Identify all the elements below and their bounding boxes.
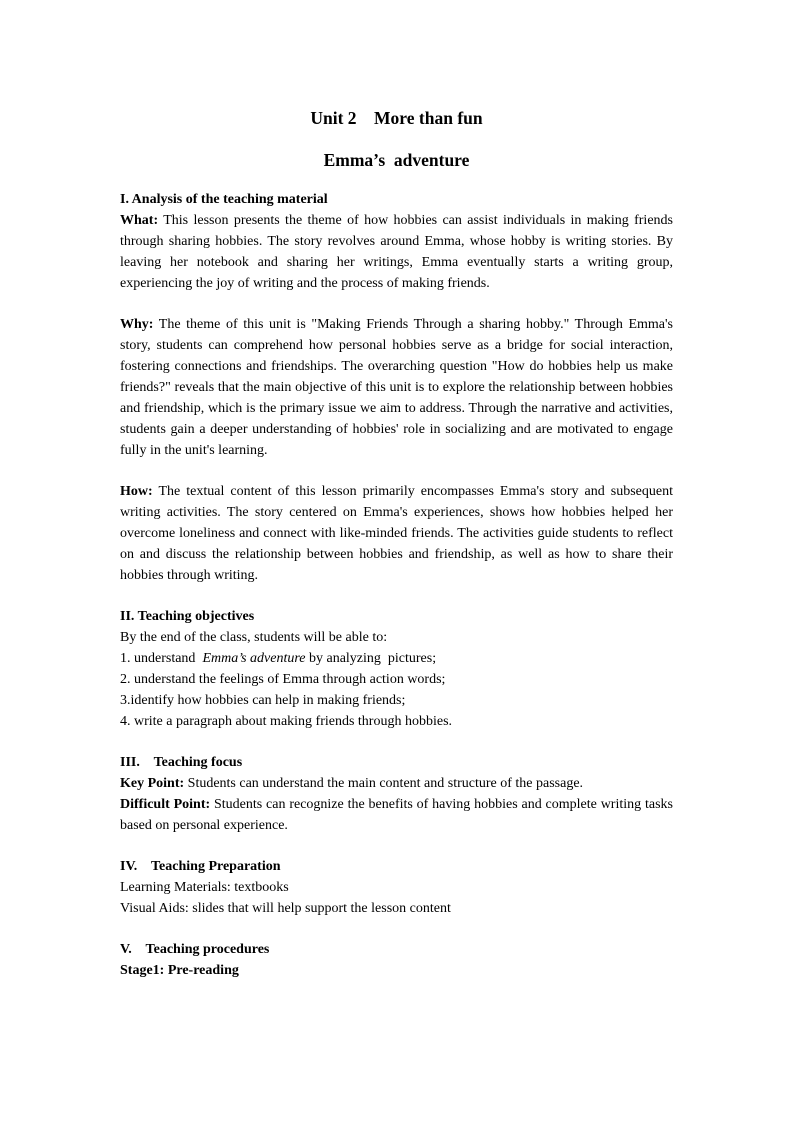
section-focus [120, 752, 673, 836]
difficult-point-label: Difficult Point: [120, 797, 211, 812]
what-label: What: [120, 213, 159, 228]
section-preparation [120, 856, 673, 919]
what-text: This lesson presents the theme of how hobbies can assist individuals in making friends through sharing hobbies. The story revolves around Emma, whose hobby is writing stories. By leaving her notebook and sharing her writings, Emma eventually starts a writing group, experiencing the joy of writing and the process of making friends. [120, 213, 673, 291]
why-text: The theme of this unit is "Making Friends Through a sharing hobby." Through Emma's story, students can comprehend how personal hobbies serve as a bridge for social interaction, fostering connections and friendships. The overarching question "How do hobbies help us make friends?" reveals that the main objective of this unit is to explore the relationship between hobbies and friendship, which is the primary issue we aim to address. Through the narrative and activities, students gain a deeper understanding of hobbies' role in socializing and are motivated to engage fully in the unit's learning. [120, 317, 673, 458]
section-preparation-heading: IV. Teaching Preparation [120, 859, 281, 874]
difficult-point-paragraph [120, 794, 673, 836]
key-point-label: Key Point: [120, 776, 185, 791]
stage-1-heading: Stage1: Pre-reading [120, 963, 239, 978]
lesson-title: Emma’s adventure [323, 150, 470, 170]
objective-item-1-suffix: by analyzing pictures; [305, 651, 437, 666]
how-label: How: [120, 484, 153, 499]
objective-item-1-italic: Emma’s adventure [202, 651, 306, 666]
difficult-point-text: Students can recognize the benefits of having hobbies and complete writing tasks based on personal experience. [120, 797, 673, 833]
section-focus-heading: III. Teaching focus [120, 755, 243, 770]
section-objectives-heading: II. Teaching objectives [120, 609, 255, 624]
section-procedures-heading: V. Teaching procedures [120, 942, 270, 957]
section-objectives [120, 606, 673, 732]
how-paragraph [120, 481, 673, 586]
key-point-paragraph [120, 773, 673, 794]
section-analysis-heading: I. Analysis of the teaching material [120, 192, 328, 207]
preparation-materials: Learning Materials: textbooks [120, 880, 289, 895]
how-text: The textual content of this lesson primarily encompasses Emma's story and subsequent writing activities. The story centered on Emma's experiences, shows how hobbies helped her overcome loneliness and connect with like-minded friends. The activities guide students to reflect on and discuss the relationship between hobbies and friendship, as well as how to share their hobbies through writing. [120, 484, 673, 583]
why-paragraph [120, 314, 673, 461]
preparation-aids: Visual Aids: slides that will help support the lesson content [120, 901, 451, 916]
document-page [120, 104, 673, 981]
key-point-text: Students can understand the main content and structure of the passage. [184, 776, 584, 791]
objective-item-3: 3.identify how hobbies can help in making friends; [120, 693, 406, 708]
objectives-intro: By the end of the class, students will be able to: [120, 630, 388, 645]
objective-item-2: 2. understand the feelings of Emma through action words; [120, 672, 446, 687]
section-procedures [120, 939, 673, 981]
unit-title: Unit 2 More than fun [310, 108, 483, 128]
what-paragraph [120, 210, 673, 294]
objective-item-1-prefix: 1. understand [120, 651, 203, 666]
section-analysis [120, 189, 673, 586]
objective-item-1 [120, 648, 673, 669]
objective-item-4: 4. write a paragraph about making friends through hobbies. [120, 714, 453, 729]
why-label: Why: [120, 317, 154, 332]
